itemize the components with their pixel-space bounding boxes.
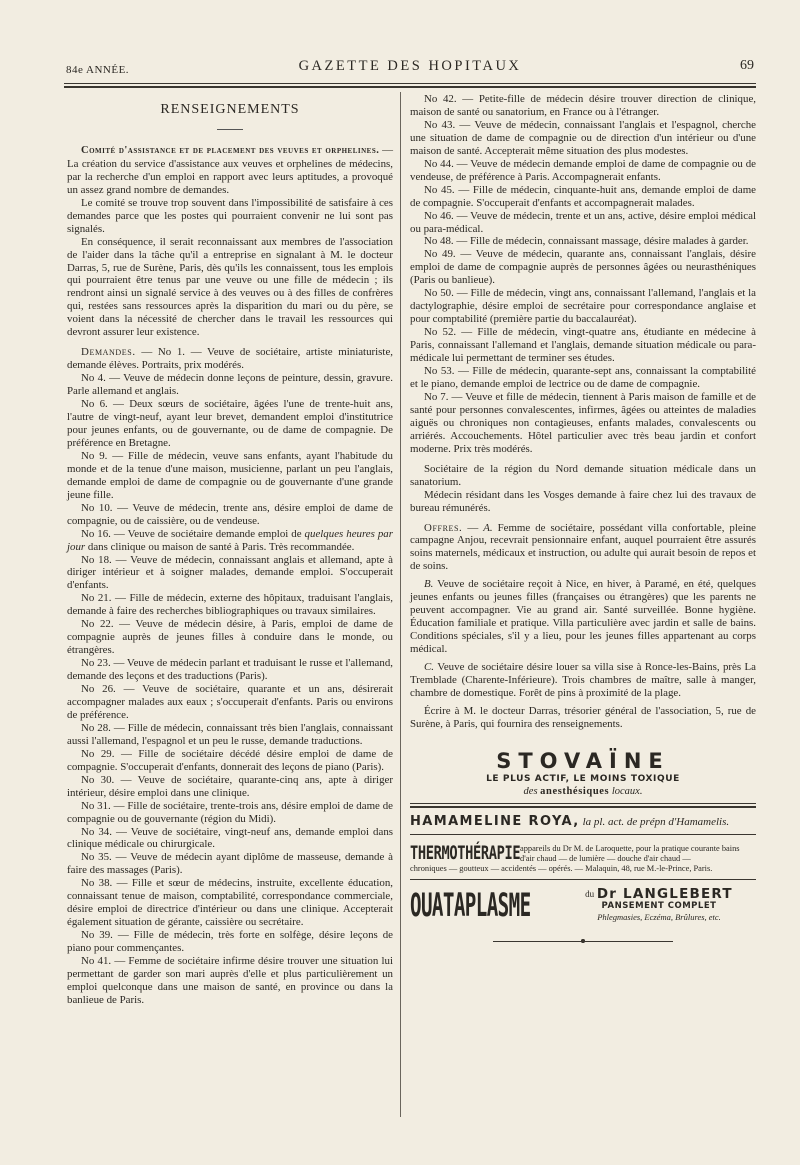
paragraph: En conséquence, il serait reconnaissant aux membres de l'association de l'aider dans la tâche qu'il a entreprise en signalant à M. le docteur Darras, 5, rue de Surène, Paris, dès qu'ils les connaissent, tous les emplois qui pourraient être tenus par une veuve ou une fille de médecin ; ils rendront ainsi un signalé service à des veuves ou à des filles de confrères qui, restées sans ressources après la disparition du mari ou du père, se voient dans la nécessité de chercher dans le travail les ressources qui devront assurer leur existence. bbox=[67, 235, 393, 339]
stovaine-ad-subtitle: LE PLUS ACTIF, LE MOINS TOXIQUE bbox=[486, 773, 680, 784]
italic-phrase: quelques heures par jour bbox=[67, 527, 393, 553]
column-divider bbox=[400, 92, 401, 1117]
ad-rule bbox=[410, 803, 756, 804]
section-rule bbox=[217, 129, 243, 130]
demande-entry: No 39. — Fille de médecin, très forte en solfège, désire leçons de piano pour commençantes. bbox=[67, 929, 393, 955]
demande-entry: No 44. — Veuve de médecin demande emploi de dame de compagnie ou de vendeuse, de préférence à Paris. Accompagnerait enfants. bbox=[410, 157, 756, 183]
demande-entry: No 7. — Veuve et fille de médecin, tiennent à Paris maison de famille et de santé pour personnes convalescentes, infirmes, âgées ou atteintes de maladies aiguës ou chroniques non contagieuses, enfants malades, convalescents ou arriérés. Accouchements. Hôtel particulier avec très beau jardin et confort moderne. Prix très modérés. bbox=[410, 390, 756, 455]
right-column bbox=[410, 93, 756, 948]
hamameline-name: HAMAMELINE ROYA, bbox=[410, 813, 580, 829]
header-rule-thick bbox=[64, 86, 756, 88]
year-label: 84e ANNÉE. bbox=[66, 64, 130, 76]
demande-entry: No 48. — Fille de médecin, connaissant massage, désire malades à garder. bbox=[424, 235, 749, 248]
demande-entry: No 30. — Veuve de sociétaire, quarante-cinq ans, apte à diriger intérieur, désire emploi dans une clinique. bbox=[67, 773, 393, 799]
demande-entry: No 10. — Veuve de médecin, trente ans, désire emploi de dame de compagnie, ou de caissière, ou de vendeuse. bbox=[67, 501, 393, 527]
demande-entry: No 28. — Fille de médecin, connaissant très bien l'anglais, connaissant aussi l'allemand, l'espagnol et un peu le russe, demande traductions. bbox=[67, 721, 393, 747]
demande-entry: No 23. — Veuve de médecin parlant et traduisant le russe et l'allemand, demande des leçons et des traductions (Paris). bbox=[67, 657, 393, 683]
demande-entry: No 9. — Fille de médecin, veuve sans enfants, ayant l'habitude du monde et de la tenue d'une maison, musicienne, parlant un peu l'anglais, demande emploi de dame de compagnie ou de gouvernante d'une grande jeune fille. bbox=[67, 449, 393, 501]
header-rule-thin bbox=[64, 83, 756, 84]
extra-entry: Sociétaire de la région du Nord demande situation médicale dans un sanatorium. bbox=[410, 462, 756, 488]
demande-entry: No 43. — Veuve de médecin, connaissant l'anglais et l'espagnol, cherche une situation de dame de compagnie ou de direction d'un intérieur ou d'une maison de santé. Accepterait même situation des plus modestes. bbox=[410, 118, 756, 157]
demande-entry: No 52. — Fille de médecin, vingt-quatre ans, étudiante en médecine à Paris, connaissant l'allemand et l'anglais, demande situation médicale ou para-médicale lui permettant de terminer ses études. bbox=[410, 326, 756, 365]
offre-entry: Offres. — A. Femme de sociétaire, possédant villa confortable, pleine campagne Anjou, recevrait pensionnaire enfant, auquel pourraient être assurés soins maternels, médicaux et instruction, ou adulte qui aurait besoin de repos et de soins. bbox=[410, 521, 756, 573]
offres-label: Offres. bbox=[424, 521, 463, 534]
ouataplasme-maker: Dr LANGLEBERT bbox=[596, 885, 733, 902]
demande-entry: No 38. — Fille et sœur de médecins, instruite, excellente éducation, connaissant tenue de maison, comptabilité, correspondance commerciale, désire emploi de directrice d'intérieur ou dans une clinique. Accepterait également situation de gérante, caissière ou secrétaire. bbox=[67, 877, 393, 929]
ornament-divider bbox=[410, 935, 756, 948]
ouataplasme-details: $^{du}$ Dr LANGLEBERT PANSEMENT COMPLET Phlegmasies, Eczéma, Brûlures, etc. bbox=[562, 889, 756, 923]
closing-paragraph: Écrire à M. le docteur Darras, trésorier général de l'association, 5, rue de Surène, à Paris, qui fournira des renseignements. bbox=[410, 704, 756, 730]
extra-entry: Médecin résidant dans les Vosges demande à faire chez lui des travaux de bureau rémunérés. bbox=[410, 488, 756, 514]
ad-rule bbox=[410, 834, 756, 835]
demande-entry: No 29. — Fille de sociétaire décédé désire emploi de dame de compagnie. S'occuperait d'enfants, donnerait des leçons de piano (Paris). bbox=[67, 747, 393, 773]
demandes-label: Demandes. bbox=[81, 346, 136, 359]
stovaine-ad-description: des anesthésiques locaux. bbox=[523, 785, 643, 797]
paragraph: Le comité se trouve trop souvent dans l'impossibilité de satisfaire à ces demandes parce que les postes qui pourraient convenir ne lui sont pas signalés. bbox=[67, 196, 393, 235]
ouataplasme-uses: Phlegmasies, Eczéma, Brûlures, etc. bbox=[597, 911, 721, 922]
stovaine-ad-title: STOVAÏNE bbox=[496, 748, 670, 773]
section-title: RENSEIGNEMENTS bbox=[160, 102, 300, 117]
ouataplasme-type: PANSEMENT COMPLET bbox=[601, 900, 717, 911]
advertisements bbox=[410, 749, 756, 948]
demande-entry: No 4. — Veuve de médecin donne leçons de peinture, dessin, gravure. Parle allemand et anglais. bbox=[67, 372, 393, 398]
demande-entry: No 18. — Veuve de médecin, connaissant anglais et allemand, apte à diriger intérieur et à soigner malades, demande emploi. S'occuperait d'enfants. bbox=[67, 553, 393, 592]
demande-entry: No 53. — Fille de médecin, quarante-sept ans, connaissant la comptabilité et le piano, demande emploi de lectrice ou de dame de compagnie. bbox=[410, 365, 756, 390]
hamameline-tagline: la pl. act. de prépn d'Hamamelis. bbox=[582, 815, 730, 828]
ouataplasme-ad bbox=[410, 885, 756, 925]
journal-title: GAZETTE DES HOPITAUX bbox=[298, 58, 522, 74]
offre-entry: B. Veuve de sociétaire reçoit à Nice, en hiver, à Paramé, en été, quelques jeunes enfants ou jeunes filles (françaises ou étrangères) que les parents ne peuvent accompagner. Vie au grand air. Santé surveillée. Bonne hygiène. Éducation familiale et pratique. Villa particulière avec jardin et salle de bains. Conditions spéciales, s'il y a lieu, pour les jeunes filles appartenant au corps médical. bbox=[410, 578, 756, 656]
hamameline-ad bbox=[410, 813, 756, 829]
demande-entry: No 46. — Veuve de médecin, trente et un ans, active, désire emploi médical ou para-médical. bbox=[410, 209, 756, 235]
thermotherapie-details: appareils du Dr M. de Laroquette, pour la pratique courante bains d'air chaud — de lumière — douche d'air chaud — bbox=[520, 843, 740, 863]
ad-rule bbox=[410, 806, 756, 808]
lead-title: Comité d'assistance et de placement des veuves et orphelines. bbox=[81, 144, 380, 156]
demande-entry: No 16. — Veuve de sociétaire demande emploi de quelques heures par jour dans clinique ou maison de santé à Paris. Très recommandée. bbox=[67, 527, 393, 553]
lead-text: — La création du service d'assistance aux veuves et orphelines de médecins, par la recherche d'un emploi en rapport avec leurs aptitudes, a provoqué un assez grand nombre de demandes. bbox=[67, 143, 393, 196]
demande-entry: No 49. — Veuve de médecin, quarante ans, connaissant l'anglais, désire emploi de dame de compagnie auprès de personnes âgées ou neurasthéniques (Paris ou banlieue). bbox=[410, 248, 756, 287]
left-column bbox=[67, 93, 393, 1007]
demande-entry: No 41. — Femme de sociétaire infirme désire trouver une situation lui permettant de garder son mari auprès d'elle et plus particulièrement un emploi quelconque dans une maison de santé, en province ou dans la banlieue de Paris. bbox=[67, 955, 393, 1006]
page-number: 69 bbox=[740, 58, 754, 73]
demande-entry: No 6. — Deux sœurs de sociétaire, âgées l'une de trente-huit ans, l'autre de vingt-neuf, ayant leur brevet, demandent emploi d'institutrice pour jeunes enfants, ou de gouvernante, ou de dame de compagnie. De préférence en Bretagne. bbox=[67, 398, 393, 449]
demande-entry: No 50. — Fille de médecin, vingt ans, connaissant l'allemand, l'anglais et la dactylographie, désire emploi de secrétaire pour correspondance anglaise et pour comptabilité (première partie du baccalauréat). bbox=[410, 287, 756, 326]
demande-entry: No 21. — Fille de médecin, externe des hôpitaux, traduisant l'anglais, demande à faire des recherches bibliographiques ou travaux similaires. bbox=[67, 592, 393, 618]
demande-entry: No 22. — Veuve de médecin désire, à Paris, emploi de dame de compagnie auprès de jeunes filles à conduire dans le monde, ou étrangères. bbox=[67, 618, 393, 657]
demande-entry: No 45. — Fille de médecin, cinquante-huit ans, demande emploi de dame de compagnie. S'occuperait d'enfants et accompagnerait malades. bbox=[410, 183, 756, 209]
page-header bbox=[64, 58, 756, 80]
thermotherapie-name: THERMOTHÉRAPIE bbox=[410, 842, 521, 865]
demande-entry: No 35. — Veuve de médecin ayant diplôme de masseuse, demande à faire des massages (Paris). bbox=[67, 851, 393, 877]
demande-entry: No 31. — Fille de sociétaire, trente-trois ans, désire emploi de dame de compagnie ou de gouvernante (région du Midi). bbox=[67, 799, 393, 825]
demande-entry: No 42. — Petite-fille de médecin désire trouver direction de clinique, maison de santé ou sanatorium, en France ou à l'étranger. bbox=[410, 93, 756, 118]
demande-entry: Demandes. — No 1. — Veuve de sociétaire, artiste miniaturiste, demande élèves. Portraits, prix modérés. bbox=[67, 346, 393, 372]
demande-entry: No 26. — Veuve de sociétaire, quarante et un ans, désirerait accompagner malades aux eaux ; s'occuperait d'enfants. Paris ou environs de préférence. bbox=[67, 683, 393, 721]
demande-entry: No 34. — Veuve de sociétaire, vingt-neuf ans, demande emploi dans clinique médicale ou chirurgicale. bbox=[67, 825, 393, 851]
ad-rule bbox=[410, 879, 756, 880]
offre-entry: C. Veuve de sociétaire désire louer sa villa sise à Ronce-les-Bains, près La Tremblade (Charente-Inférieure). Trois chambres de maître, salle à manger, chambre de domestique. Forêt de pins à proximité de la plage. bbox=[410, 661, 756, 699]
thermotherapie-ad bbox=[410, 844, 756, 864]
ouataplasme-name: OUATAPLASME bbox=[410, 886, 531, 925]
thermotherapie-address: chroniques — goutteux — accidentés — opérés. — Malaquin, 48, rue M.-le-Prince, Paris. bbox=[410, 863, 713, 873]
lead-paragraph bbox=[67, 144, 393, 197]
